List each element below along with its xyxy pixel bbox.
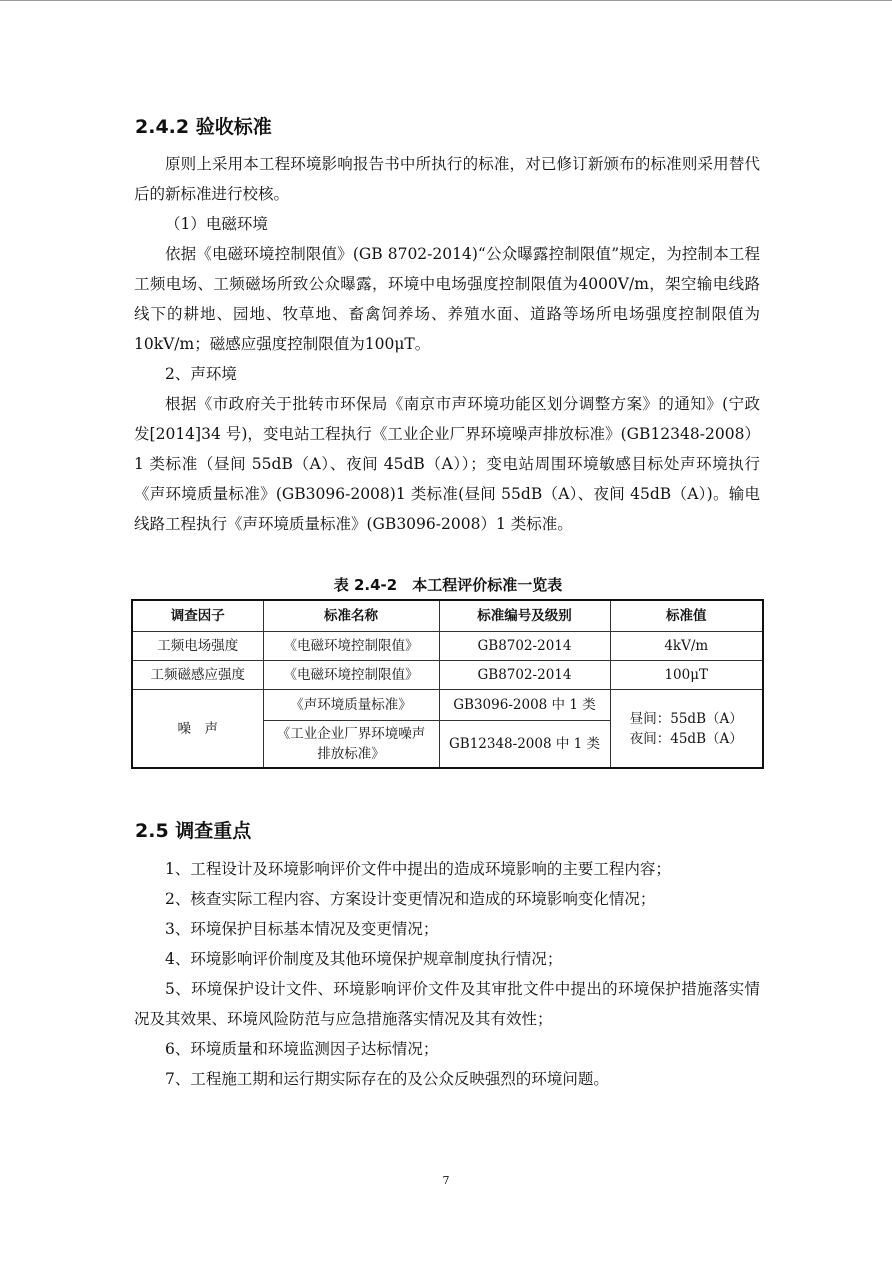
table-header-row — [132, 600, 763, 632]
list-item: 4、环境影响评价制度及其他环境保护规章制度执行情况； — [165, 950, 563, 968]
header-standard-value: 标准值 — [610, 600, 763, 632]
header-factor: 调查因子 — [132, 600, 263, 632]
list-item: 1、工程设计及环境影响评价文件中提出的造成环境影响的主要工程内容； — [165, 860, 671, 878]
cell-standard-code: GB12348-2008 中 1 类 — [439, 721, 610, 769]
noise-value-day: 昼间：55dB（A） — [629, 710, 743, 727]
list-item: 7、工程施工期和运行期实际存在的及公众反映强烈的环境问题。 — [165, 1070, 609, 1088]
noise-value-night: 夜间：45dB（A） — [629, 730, 743, 747]
table-row — [132, 661, 763, 690]
section-2-5-list — [134, 854, 760, 1094]
cell-standard-value: 4kV/m — [610, 632, 763, 661]
em-environment-title: （1）电磁环境 — [165, 215, 268, 233]
cell-standard-name: 《工业企业厂界环境噪声排放标准》 — [263, 721, 439, 769]
noise-environment-title: 2、声环境 — [165, 365, 237, 383]
noise-environment-paragraph: 根据《市政府关于批转市环保局《南京市声环境功能区划分调整方案》的通知》(宁政发[2014]34 号)，变电站工程执行《工业企业厂界环境噪声排放标准》(GB12348-2008）1 类标准（昼间 55dB（A）、夜间 45dB（A））；变电站周围环境敏感目标处声环境执行《声环境质量标准》(GB3096-2008)1 类标准(昼间 55dB（A）、夜间 45dB（A）)。输电线路工程执行《声环境质量标准》(GB3096-2008）1 类标准。 — [134, 395, 760, 533]
header-standard-code: 标准编号及级别 — [439, 600, 610, 632]
cell-factor: 工频电场强度 — [132, 632, 263, 661]
intro-paragraph: 原则上采用本工程环境影响报告书中所执行的标准，对已修订新颁布的标准则采用替代后的新标准进行校核。 — [134, 155, 760, 203]
cell-factor-noise: 噪 声 — [132, 690, 263, 769]
list-item: 2、核查实际工程内容、方案设计变更情况和造成的环境影响变化情况； — [165, 890, 656, 908]
header-standard-name: 标准名称 — [263, 600, 439, 632]
cell-standard-name: 《电磁环境控制限值》 — [263, 661, 439, 690]
list-item: 6、环境质量和环境监测因子达标情况； — [165, 1040, 439, 1058]
cell-standard-name: 《电磁环境控制限值》 — [263, 632, 439, 661]
cell-factor: 工频磁感应强度 — [132, 661, 263, 690]
cell-noise-values — [610, 690, 763, 769]
section-2-4-2-body — [134, 149, 760, 539]
table-row — [132, 632, 763, 661]
page-number: 7 — [442, 1174, 450, 1187]
em-environment-paragraph: 依据《电磁环境控制限值》(GB 8702-2014)“公众曝露控制限值”规定，为控制本工程工频电场、工频磁场所致公众曝露，环境中电场强度控制限值为4000V/m，架空输电线路线下的耕地、园地、牧草地、畜禽饲养场、养殖水面、道路等场所电场强度控制限值为10kV/m；磁感应强度控制限值为100μT。 — [134, 245, 760, 353]
cell-standard-code: GB3096-2008 中 1 类 — [439, 690, 610, 721]
cell-standard-code: GB8702-2014 — [439, 632, 610, 661]
section-heading-2-5: 2.5 调查重点 — [135, 820, 252, 842]
cell-standard-code: GB8702-2014 — [439, 661, 610, 690]
standards-table — [131, 599, 764, 769]
section-heading-2-4-2: 2.4.2 验收标准 — [135, 116, 272, 138]
cell-standard-name: 《声环境质量标准》 — [263, 690, 439, 721]
table-caption: 表 2.4-2 本工程评价标准一览表 — [333, 576, 563, 594]
list-item: 5、环境保护设计文件、环境影响评价文件及其审批文件中提出的环境保护措施落实情况及其效果、环境风险防范与应急措施落实情况及其有效性； — [134, 980, 760, 1028]
table-row — [132, 690, 763, 721]
list-item: 3、环境保护目标基本情况及变更情况； — [165, 920, 439, 938]
cell-standard-value: 100μT — [610, 661, 763, 690]
